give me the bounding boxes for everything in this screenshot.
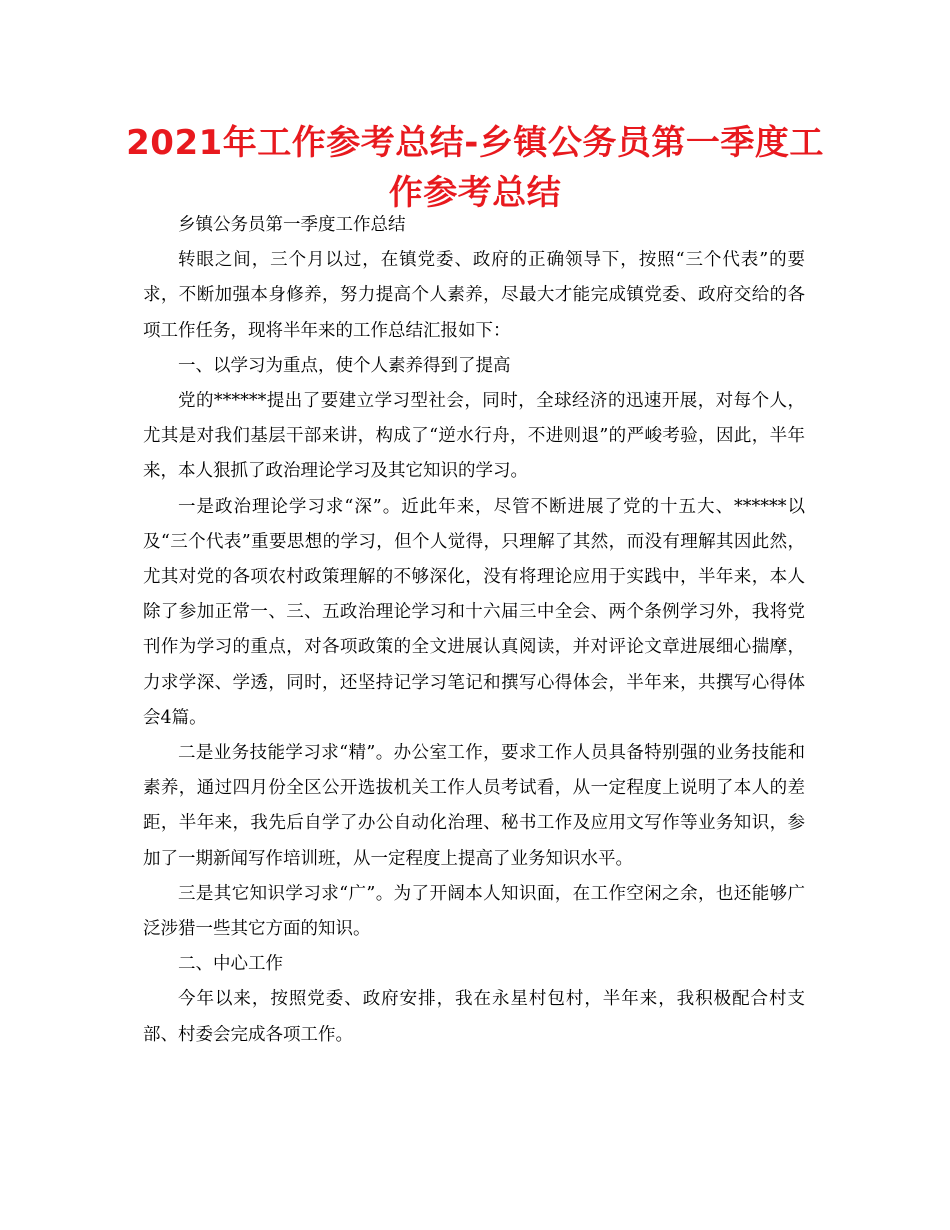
- paragraph-business-skills: 二是业务技能学习求“精”。办公室工作，要求工作人员具备特别强的业务技能和素养，通过四月份全区公开选拔机关工作人员考试看，从一定程度上说明了本人的差距，半年来，我先后自学了办公自动化治理、秘书工作及应用文写作等业务知识，参加了一期新闻写作培训班，从一定程度上提高了业务知识水平。: [143, 743, 805, 869]
- paragraph-other-knowledge: 三是其它知识学习求“广”。为了开阔本人知识面，在工作空闲之余，也还能够广泛涉猎一些其它方面的知识。: [143, 883, 805, 940]
- document-body: [143, 208, 805, 1053]
- section-heading-study: 一、以学习为重点，使个人素养得到了提高: [178, 355, 511, 376]
- paragraph-learning-society: 党的******提出了要建立学习型社会，同时，全球经济的迅速开展，对每个人，尤其是对我们基层干部来讲，构成了“逆水行舟，不进则退”的严峻考验，因此，半年来，本人狠抓了政治理论学习及其它知识的学习。: [143, 391, 805, 482]
- document-title: 2021年工作参考总结-乡镇公务员第一季度工作参考总结: [126, 123, 824, 213]
- paragraph-subtitle: 乡镇公务员第一季度工作总结: [178, 215, 406, 235]
- paragraph-political-theory: 一是政治理论学习求“深”。近此年来，尽管不断进展了党的十五大、******以及“三个代表”重要思想的学习，但个人觉得，只理解了其然，而没有理解其因此然，尤其对党的各项农村政策理解的不够深化，没有将理论应用于实践中，半年来，本人除了参加正常一、三、五政治理论学习和十六届三中全会、两个条例学习外，我将党刊作为学习的重点，对各项政策的全文进展认真阅读，并对评论文章进展细心揣摩，力求学深、学透，同时，还坚持记学习笔记和撰写心得体会，半年来，共撰写心得体会4篇。: [143, 496, 805, 728]
- paragraph-village-work: 今年以来，按照党委、政府安排，我在永星村包村，半年来，我积极配合村支部、村委会完成各项工作。: [143, 989, 805, 1045]
- section-heading-central-work: 二、中心工作: [178, 954, 283, 975]
- paragraph-intro: 转眼之间，三个月以过，在镇党委、政府的正确领导下，按照“三个代表”的要求，不断加强本身修养，努力提高个人素养，尽最大才能完成镇党委、政府交给的各项工作任务，现将半年来的工作总结汇报如下：: [143, 250, 805, 341]
